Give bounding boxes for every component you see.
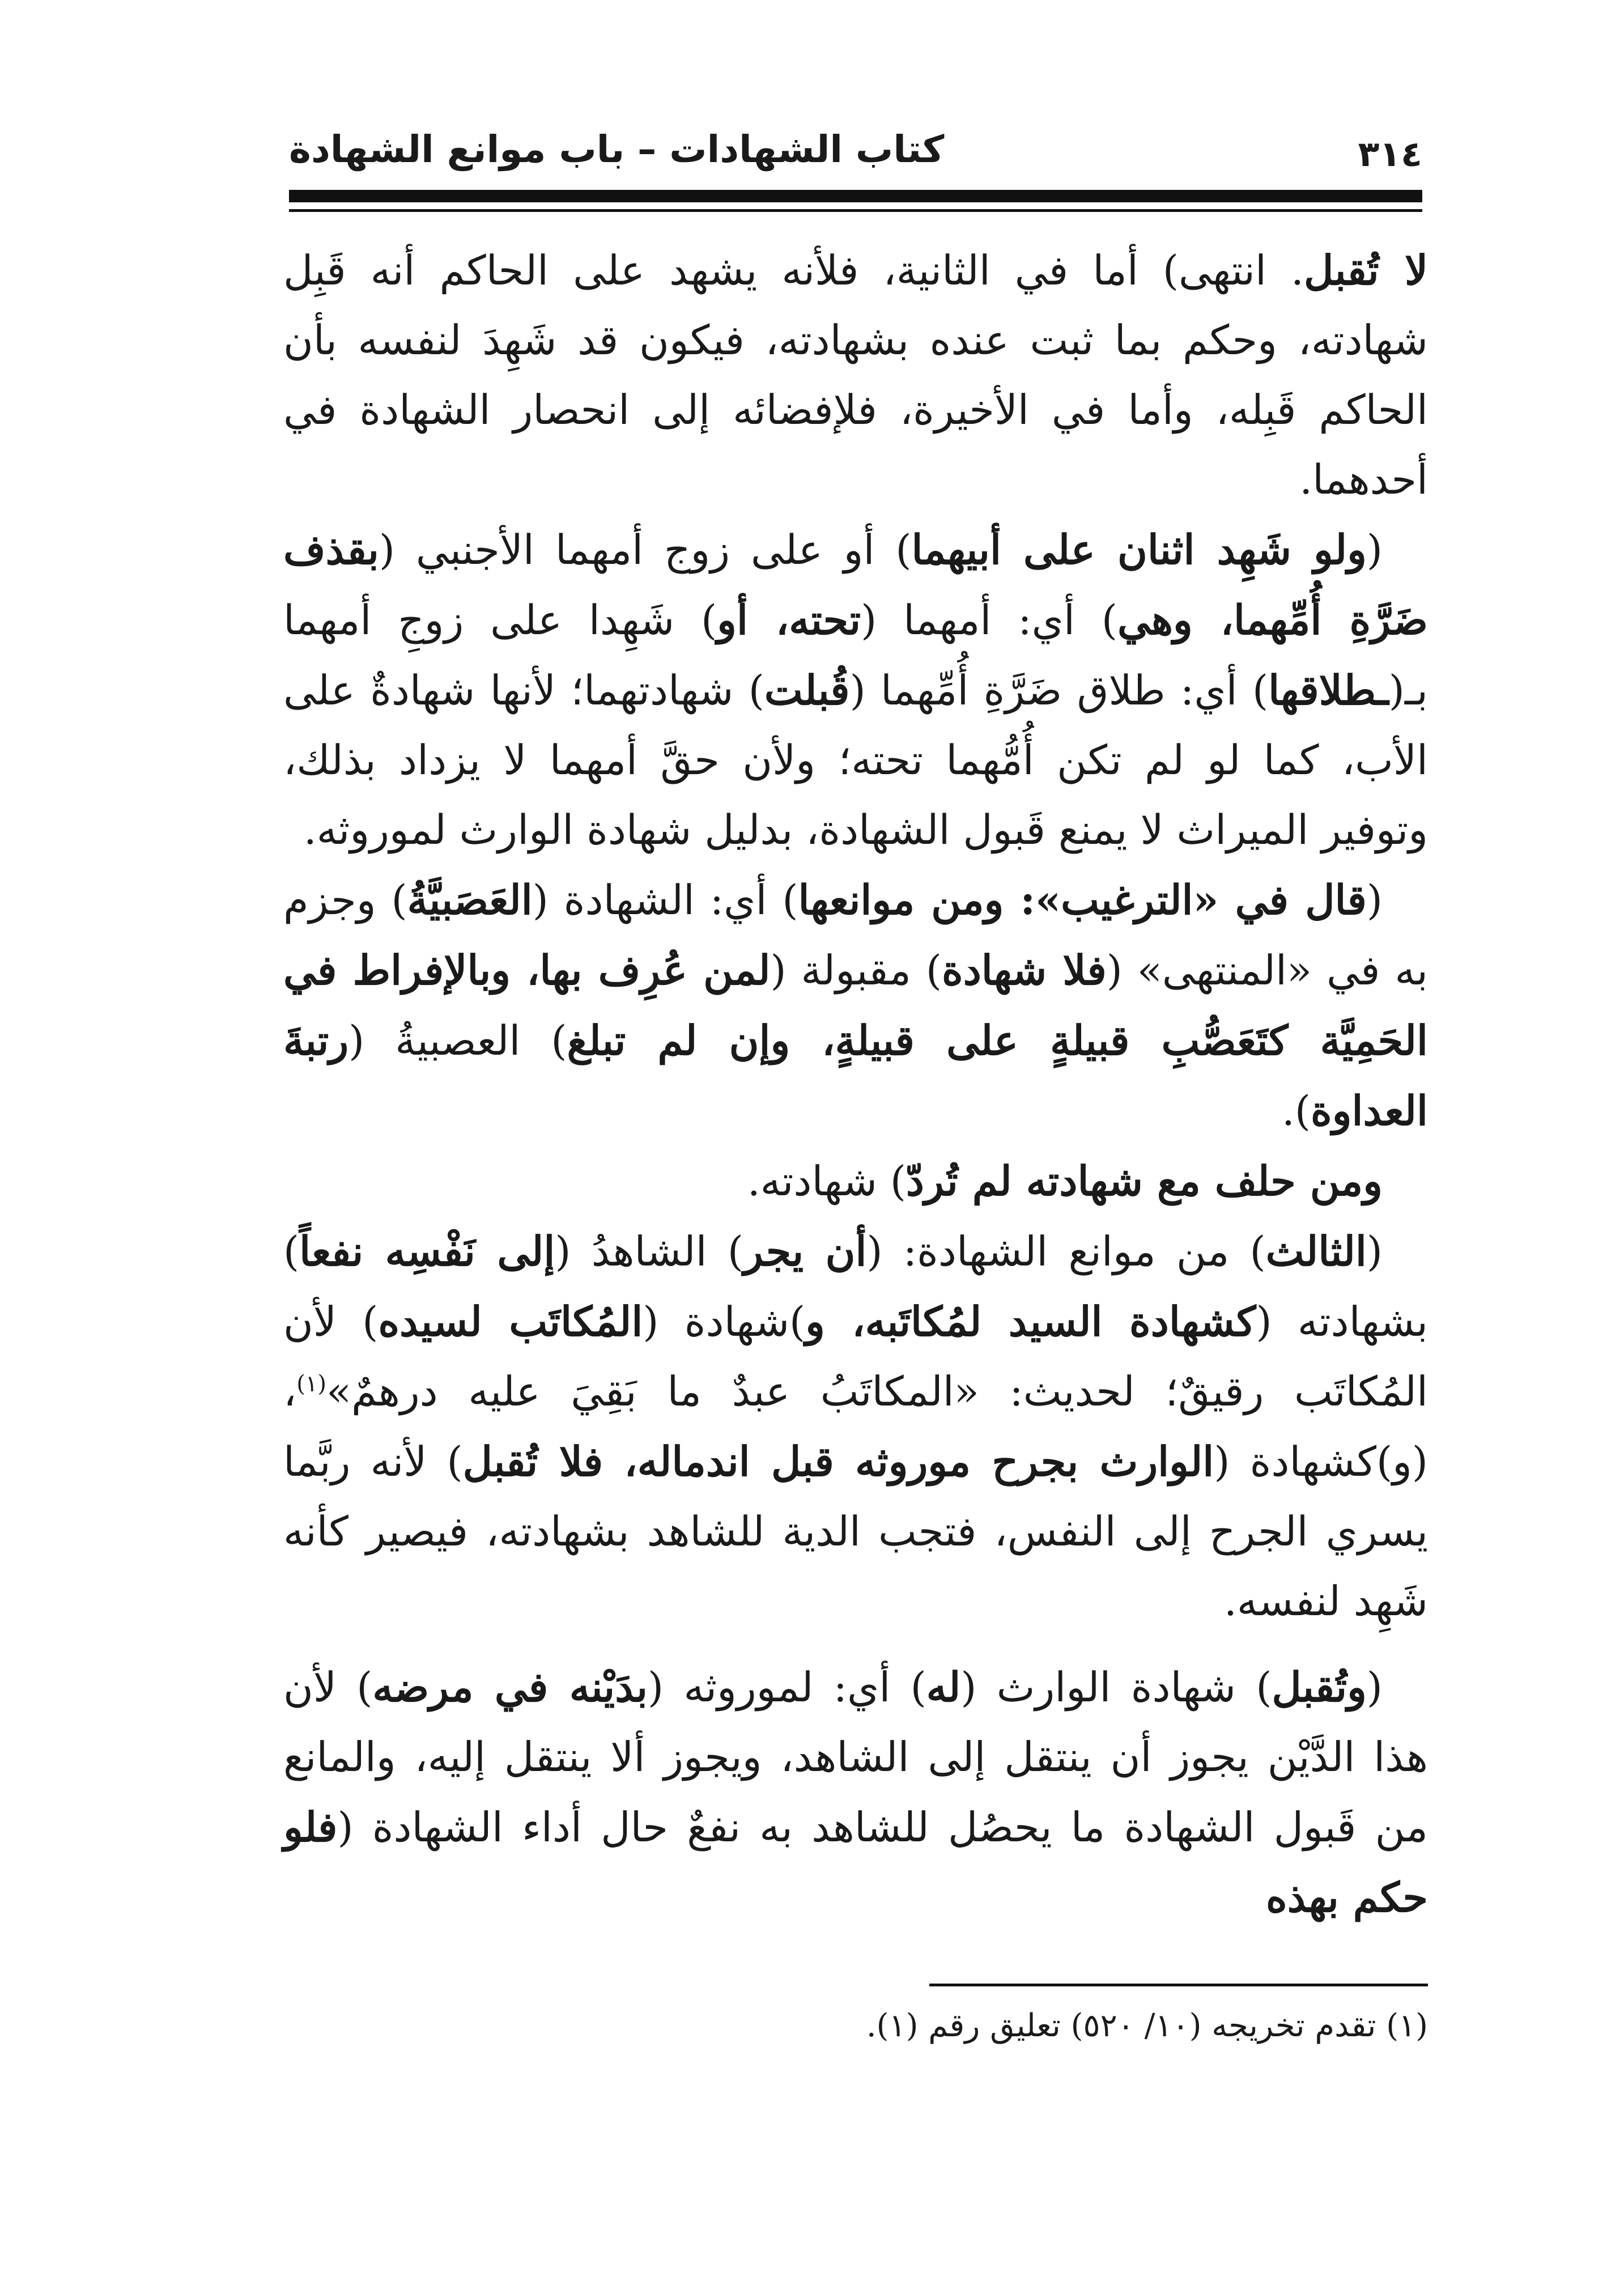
text-run: ، (و)كشهادة ( <box>283 1368 1428 1485</box>
bold-text: تحته، أو <box>717 596 861 644</box>
footnote-reference[interactable]: (١) <box>296 1371 326 1397</box>
text-run: ) لأن المُكاتَب رقيقٌ؛ لحديث: «المكاتَبُ عبدٌ ما بَقِيَ عليه درهمٌ» <box>283 1298 1428 1415</box>
text-run: ) شهادة الوارث ( <box>960 1663 1272 1711</box>
bold-text: إلى نَفْسِه نفعاً <box>299 1227 555 1275</box>
paragraph-6 <box>283 1652 1428 1933</box>
paragraph-3 <box>283 865 1428 1146</box>
bold-text: المُكاتَب لسيده <box>378 1297 643 1345</box>
bold-text: لمن عُرِف بها، وبالإفراط في الحَمِيَّة كتَعَصُّبِ قبيلةٍ على قبيلةٍ، وإن لم تبلغ <box>283 946 1428 1064</box>
bold-text: الوارث بجرح موروثه قبل اندماله، فلا تُقبل <box>462 1437 1214 1485</box>
page-number: ٣١٤ <box>1358 133 1422 175</box>
bold-text: فلا شهادة <box>942 946 1107 994</box>
text-run: ) من موانع الشهادة: ( <box>866 1228 1266 1275</box>
text-run: ) بشهادته ( <box>283 1228 1429 1345</box>
bold-text: ومن حلف مع شهادته لم تُردّ <box>905 1157 1383 1205</box>
text-run: ) أي: الشهادة ( <box>532 876 798 924</box>
footnote: (١) تقدم تخريجه (١٠/ ٥٢٠) تعليق رقم (١). <box>866 2007 1428 2044</box>
text-run: ) أي: أمهما ( <box>861 596 1117 644</box>
bold-text: قال في «الترغيب»: ومن موانعها <box>798 876 1367 924</box>
text-run: ) وجزم به في «المنتهى» ( <box>283 876 1429 994</box>
text-run: ( <box>1366 526 1383 574</box>
paragraph-5 <box>283 1216 1428 1636</box>
footnote-rule <box>929 1984 1428 1986</box>
bold-text: الثالث <box>1265 1227 1367 1275</box>
bold-text: بدَيْنه في مرضه <box>372 1663 648 1711</box>
bold-text: ـطلاقها <box>1268 666 1389 714</box>
text-run: ) مقبولة ( <box>770 946 942 994</box>
paragraph-2 <box>283 515 1428 865</box>
bold-text: بقذف ضَرَّةِ أُمِّهما، وهي <box>283 525 1429 644</box>
text-run: ) العصبيةُ ( <box>348 1017 567 1064</box>
bold-text: له <box>926 1663 961 1711</box>
text-run: ) شهادتهما؛ لأنها شهادةٌ على الأب، كما لو لم تكن أُمُّهما تحته؛ ولأن حقَّ أمهما لا يزداد بذلك، وتوفير الميراث لا يمنع قَبول الشهادة، بدليل شهادة الوارث لموروثه. <box>283 666 1428 853</box>
text-run: ) أي: لموروثه ( <box>648 1663 926 1711</box>
body-text <box>283 235 1428 1933</box>
paragraph-1 <box>283 235 1428 515</box>
text-run: ( <box>1366 1663 1383 1711</box>
bold-text: وتُقبل <box>1272 1663 1367 1711</box>
text-run: ). <box>1282 1087 1311 1135</box>
text-run: )شهادة ( <box>643 1298 806 1345</box>
bold-text: العَصَبيَّةُ <box>407 876 533 924</box>
chapter-title: كتاب الشهادات – باب موانع الشهادة <box>289 128 945 171</box>
text-run: ) لأنه ربَّما يسري الجرح إلى النفس، فتجب الدية للشاهد بشهادته، فيصير كأنه شَهِد لنفسه. <box>283 1438 1428 1625</box>
bold-text: أن يجر <box>743 1227 867 1275</box>
bold-text: لا تُقبل <box>1303 246 1429 294</box>
bold-text: كشهادة السيد لمُكاتَبه، و <box>805 1297 1256 1345</box>
header-rule-thin <box>289 209 1422 212</box>
text-run: ) أي: طلاق ضَرَّةِ أُمِّهما ( <box>849 666 1269 714</box>
text-run: ) الشاهدُ ( <box>555 1228 743 1275</box>
text-run: ) لأن هذا الدَّيْن يجوز أن ينتقل إلى الشاهد، ويجوز ألا ينتقل إليه، والمانع من قَبول الشهادة ما يحصُل للشاهد به نفعٌ حال أداء الشهادة ( <box>283 1663 1428 1851</box>
text-run: . انتهى) أما في الثانية، فلأنه يشهد على الحاكم أنه قَبِل شهادته، وحكم بما ثبت عنده بشهادته، فيكون قد شَهِدَ لنفسه بأن الحاكم قَبِله، وأما في الأخيرة، فلإفضائه إلى انحصار الشهادة في أحدهما. <box>283 247 1428 503</box>
header-rule-thick <box>289 190 1422 202</box>
text-run: ) أو على زوج أمهما الأجنبي ( <box>379 526 912 574</box>
text-run: ) شَهِدا على زوجِ أمهما بـ( <box>283 596 1429 714</box>
text-run: ) شهادته. <box>747 1157 906 1205</box>
running-header <box>289 122 1422 184</box>
text-run: ( <box>1366 1228 1383 1275</box>
bold-text: فلو حكم بهذه <box>283 1803 1428 1921</box>
bold-text: قُبلت <box>764 666 850 714</box>
header-rule <box>289 190 1422 212</box>
bold-text: رتبةَ العداوة <box>283 1016 1428 1135</box>
paragraph-4 <box>283 1146 1428 1216</box>
text-run: ( <box>1366 876 1383 924</box>
bold-text: ولو شَهِد اثنان على أبيهما <box>911 525 1367 574</box>
